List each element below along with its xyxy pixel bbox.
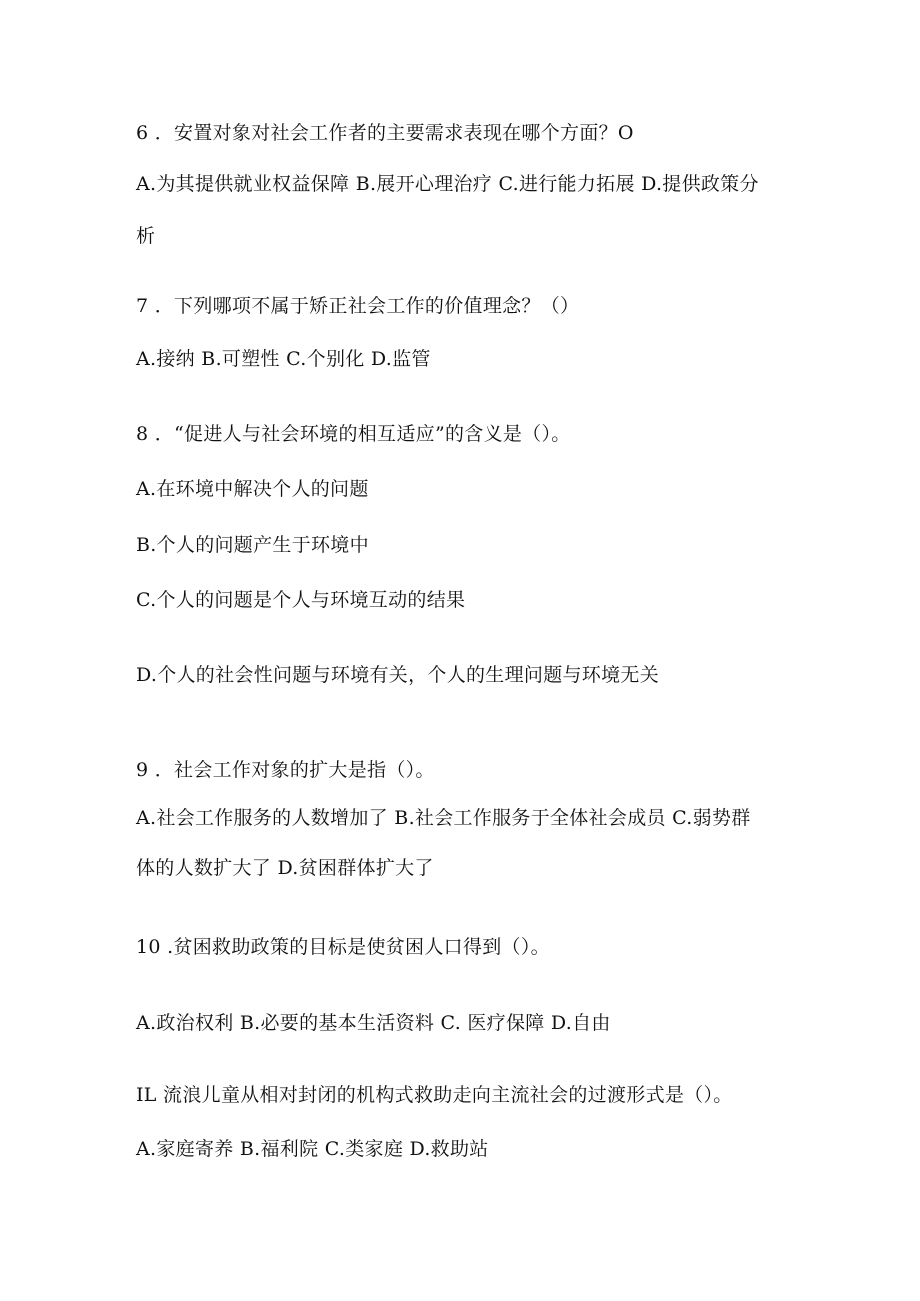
question-7-options-line-1: A.接纳 B.可塑性 C.个别化 D.监管 [136, 348, 431, 370]
question-7-stem: 7 ．下列哪项不属于矫正社会工作的价值理念？（） [136, 295, 580, 317]
question-9-stem: 9 ．社会工作对象的扩大是指（）。 [136, 759, 435, 781]
question-9-options-line-2: 体的人数扩大了 D.贫困群体扩大了 [136, 857, 434, 879]
question-6-options-line-2: 析 [136, 225, 156, 247]
question-6-stem: 6 ．安置对象对社会工作者的主要需求表现在哪个方面？O [136, 122, 634, 144]
question-6-options-line-1: A.为其提供就业权益保障 B.展开心理治疗 C.进行能力拓展 D.提供政策分 [136, 173, 759, 195]
question-10-stem: 10 .贫困救助政策的目标是使贫困人口得到（）。 [136, 936, 550, 958]
question-8-option-c: C.个人的问题是个人与环境互动的结果 [136, 589, 466, 611]
question-8-option-b: B.个人的问题产生于环境中 [136, 534, 369, 556]
question-8-option-d: D.个人的社会性问题与环境有关，个人的生理问题与环境无关 [136, 664, 659, 686]
question-11-stem: IL 流浪儿童从相对封闭的机构式救助走向主流社会的过渡形式是（）。 [136, 1084, 733, 1106]
question-11-options-line-1: A.家庭寄养 B.福利院 C.类家庭 D.救助站 [136, 1138, 489, 1160]
question-8-stem: 8 ．“促进人与社会环境的相互适应”的含义是（）。 [136, 423, 571, 445]
question-8-option-a: A.在环境中解决个人的问题 [136, 478, 369, 500]
question-9-options-line-1: A.社会工作服务的人数增加了 B.社会工作服务于全体社会成员 C.弱势群 [136, 807, 751, 829]
question-10-options-line-1: A.政治权利 B.必要的基本生活资料 C. 医疗保障 D.自由 [136, 1012, 611, 1034]
